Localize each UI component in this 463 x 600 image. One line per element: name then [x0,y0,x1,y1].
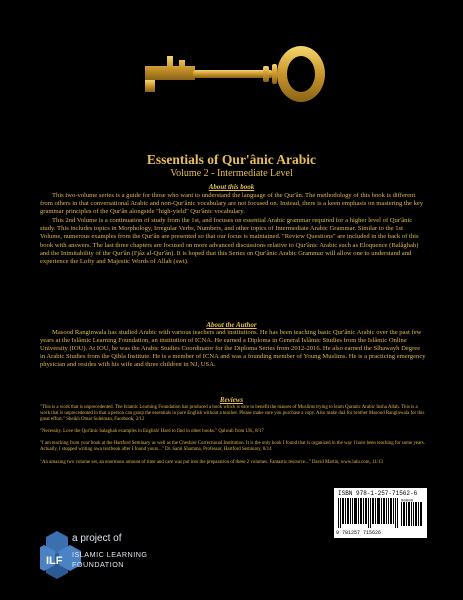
about-author-section [40,329,426,370]
book-subtitle: Volume 2 - Intermediate Level [170,168,293,179]
foundation-name-line2: FOUNDATION [72,560,124,569]
review-item: "Necessity. Love the Qur'ânic balaghah examples in English! Hard to find in other books." Qalwah from UK, 8/17 [40,429,264,435]
about-book-paragraph: This two-volume series is a guide for those who want to understand the language of the Qur'ân. The methodology of this book is different from others in that conversational Arabic and non-Qur'ânic vocabulary are not focused on. Instead, there is a keen emphasis on mastering the key grammar principles of the Qur'ân alongside "high-yield" Qur'ânic vocabulary. [40,192,424,216]
reviews-section [40,405,426,472]
barcode-icon [338,498,424,528]
about-book-heading: About this book [208,183,255,191]
book-title: Essentials of Qur'ânic Arabic [146,152,317,167]
ilf-acronym: ILF [46,555,63,567]
about-book-section [40,192,426,267]
review-item: "An amazing two volume set, an enormous amount of time and care was put into the preparation of these 2 volumes. Fantastic resource..." David Martin, www.lulu.com, 11/13 [40,459,383,465]
golden-key-icon [135,42,335,112]
isbn-text: ISBN 978-1-257-71562-6 [338,490,418,497]
review-item: "I am teaching from your book at the Hartford Seminary as well as the Cheshire Correctional Institution. It is the only book I found that is organized in the way I have been teaching for some years. Actually, I stopped writing own textbook after I found yours..." Dr. Sami Shamma, Professor, Hartford Seminary, 8/14 [40,441,425,453]
barcode-number: 9 781257 715626 [336,530,382,536]
review-item: "This is a work that is unprecedented. The Islamic Learning Foundation has produced a book which is sure to benefit the masses of Muslims trying to learn Quranic Arabic Insha Allah. This is a work that is unprecedented in that a person can grasp the essentials in pure English without a teacher. Please make sure you purchase a copy. Also make duâ for brother Masood Ranginwala for this great effort." Sheikh Omar Suleiman, Facebook, 2/12 [40,405,425,423]
project-of-label: a project of [72,533,122,544]
foundation-name-line1: ISLAMIC LEARNING [72,550,148,559]
price-code: 90000 [401,499,414,504]
about-author-heading: About the Author [206,321,257,329]
about-author-paragraph: Masood Ranginwala has studied Arabic with various teachers and institutions. He has been teaching basic Qur'ânic Arabic over the past few years at the Islâmic Learning Foundation, an institution of ICNA. He earned a Diploma in General Islâmic Studies from the Islâmic Online University (IOU). At IOU, he was the Arabic Studies Coordinator for the Diploma Series from 2012-2016. He also earned the Sîhawayh Degree in Arabic Studies from the Qibla Institute. He is a member of ICNA and was a founding member of Young Muslims. He is a practicing emergency physician and resides with his wife and three children in NJ, USA. [40,329,426,369]
reviews-heading: Reviews [219,396,244,404]
about-book-paragraph: This 2nd Volume is a continuation of study from the 1st, and focuses on essential Arabic grammar required for a higher level of Qur'ânic study. This includes topics in Morphology, Irregular Verbs, Numbers, and other topics of Intermediate Arabic Grammar. Similar to the 1st Volume, numerous examples from the Qur'ân are presented so that our focus is maintained. "Review Questions" are included in the back of this book with answers. The last three chapters are focused on more advanced discussions relative to Qur'ânic Arabic such as Eloquence (Balâghah) and the Inimitability of the Qur'ân (I'jâz al-Qur'ân). It is hoped that this Series on Qur'ânic Arabic Grammar will allow one to understand and experience the Lofty and Majestic Words of Allah (swt). [40,217,419,265]
